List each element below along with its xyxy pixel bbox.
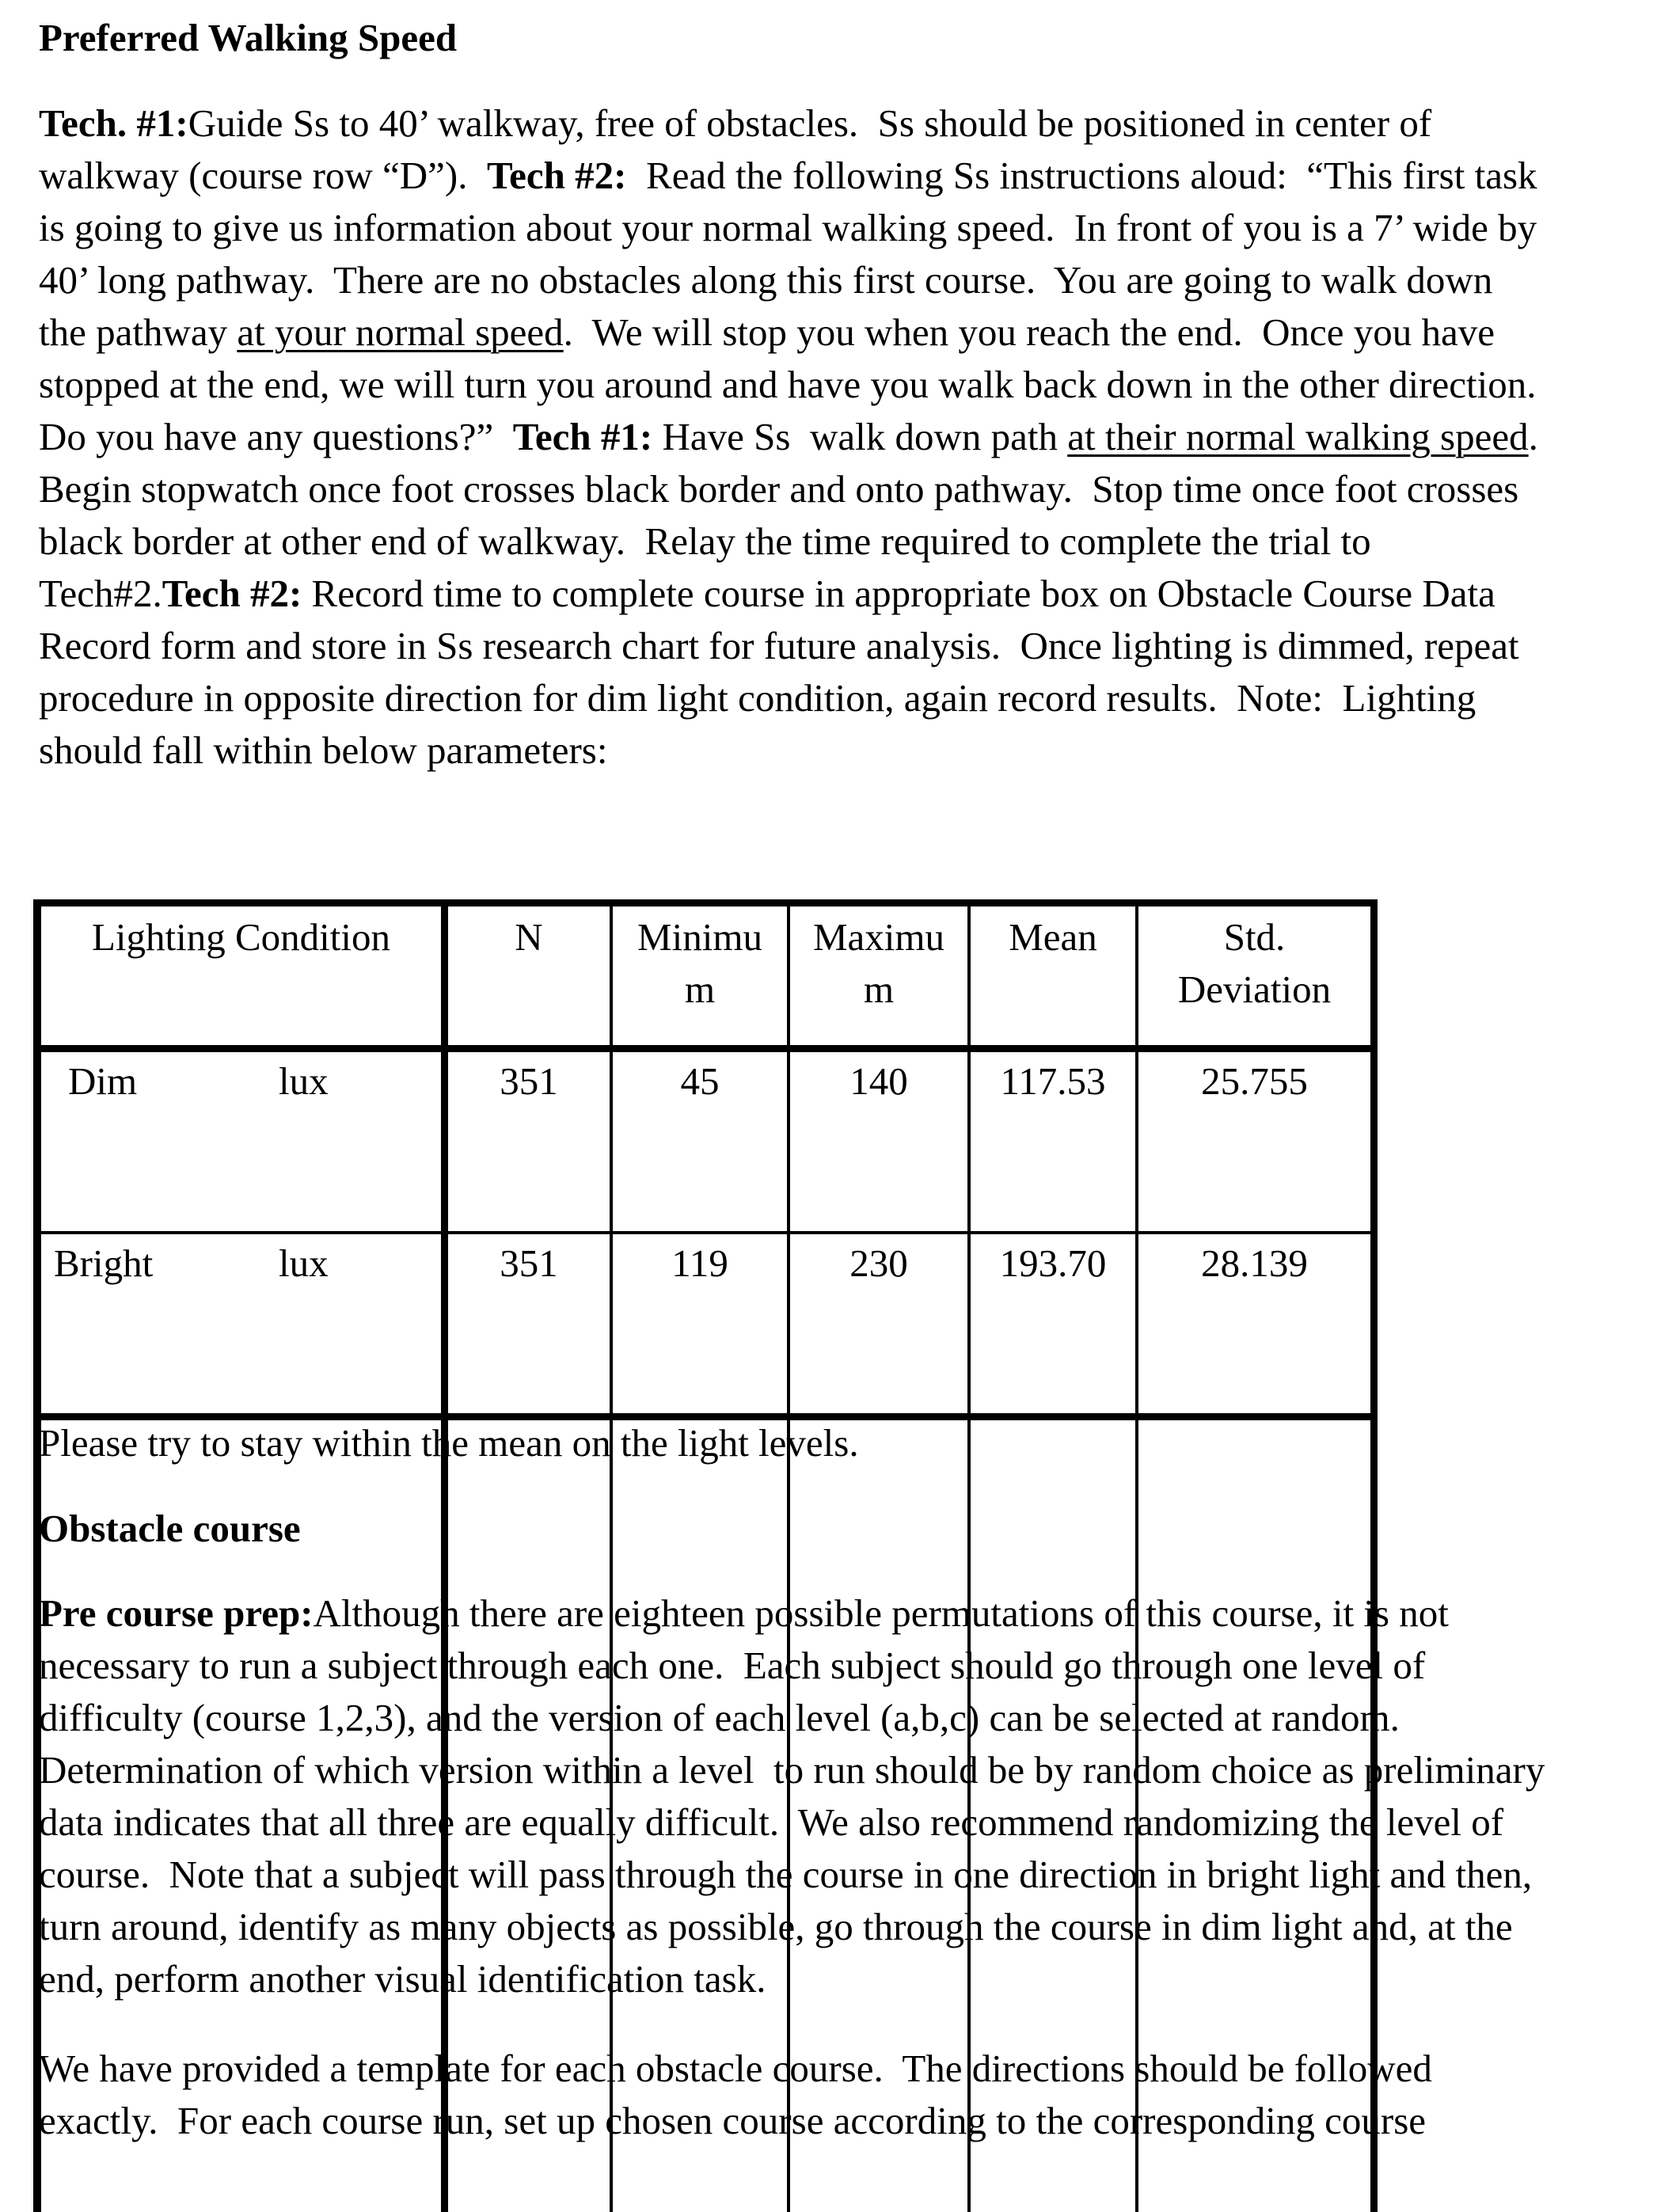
text-run: Determination of which version within a level to run should be by random choice as preliminary [39, 1748, 1545, 1792]
text-run: Record time to complete course in appropriate box on Obstacle Course Data [302, 572, 1495, 615]
underlined-text: at your normal speed [237, 310, 564, 354]
text-line [39, 411, 1538, 463]
text-run: . We will stop you when you reach the end. Once you have [563, 310, 1495, 354]
text-run: We have provided a template for each obstacle course. The directions should be followed [39, 2047, 1432, 2090]
header-minimum-line2: m [684, 967, 716, 1011]
text-line [39, 1849, 1532, 1901]
row-bright-maximum: 230 [849, 1241, 908, 1285]
text-run: procedure in opposite direction for dim light condition, again record results. Note: Lighting [39, 676, 1476, 720]
text-line [39, 1901, 1513, 1953]
text-run: Read the following Ss instructions aloud: “This first task [626, 154, 1537, 197]
text-run: difficulty (course 1,2,3), and the version of each level (a,b,c) can be selected at random. [39, 1696, 1400, 1739]
bold-label: Tech #1: [512, 415, 653, 458]
table-border-top [33, 899, 1378, 906]
text-line [39, 97, 1431, 150]
text-line [39, 254, 1492, 306]
header-maximum-line2: m [863, 967, 895, 1011]
row-dim-n: 351 [500, 1059, 558, 1103]
text-line [39, 1953, 766, 2005]
text-line [39, 306, 1495, 359]
row-dim-condition: Dim [68, 1059, 138, 1103]
bold-label: Tech #2: [487, 154, 627, 197]
text-line [39, 1640, 1425, 1692]
text-run: Begin stopwatch once foot crosses black border and onto pathway. Stop time once foot crosses [39, 467, 1519, 511]
text-run: end, perform another visual identification task. [39, 1957, 766, 2001]
section-heading-obstacle-course: Obstacle course [39, 1507, 301, 1550]
row-dim-minimum: 45 [680, 1059, 720, 1103]
table-border-right [1370, 899, 1378, 2212]
header-mean: Mean [1009, 915, 1097, 959]
text-run: Guide Ss to 40’ walkway, free of obstacles. Ss should be positioned in center of [188, 101, 1432, 145]
header-minimum-line1: Minimu [637, 915, 762, 959]
text-run: walkway (course row “D”). [39, 154, 487, 197]
text-run: course. Note that a subject will pass through the course in one direction in bright light and then, [39, 1853, 1533, 1896]
text-run: Although there are eighteen possible permutations of this course, it is not [313, 1591, 1449, 1635]
row-bright-minimum: 119 [671, 1241, 728, 1285]
text-line [39, 1796, 1503, 1849]
text-run: Tech#2. [39, 572, 162, 615]
text-line [39, 568, 1495, 620]
header-std-line1: Std. [1223, 915, 1286, 959]
text-run: Do you have any questions?” [39, 415, 513, 458]
table-row-divider [33, 1231, 1378, 1234]
table-col-divider [441, 899, 448, 2212]
header-lighting-condition: Lighting Condition [91, 915, 391, 959]
table-border-left [33, 899, 41, 2212]
text-line [39, 724, 608, 777]
text-line [39, 1587, 1449, 1640]
text-line [39, 1744, 1545, 1796]
text-line [39, 1692, 1400, 1744]
text-run: is going to give us information about your normal walking speed. In front of you is a 7’ wide by [39, 206, 1537, 249]
text-run: stopped at the end, we will turn you around and have you walk back down in the other direction. [39, 363, 1537, 406]
row-dim-std-deviation: 25.755 [1201, 1059, 1308, 1103]
page-title: Preferred Walking Speed [39, 16, 458, 59]
text-run: Record form and store in Ss research chart for future analysis. Once lighting is dimmed, repeat [39, 624, 1519, 667]
row-bright-unit: lux [279, 1241, 329, 1285]
bold-label: Pre course prep: [39, 1591, 314, 1635]
text-run: data indicates that all three are equally difficult. We also recommend randomizing the level of [39, 1800, 1504, 1844]
row-dim-unit: lux [279, 1059, 329, 1103]
row-dim-mean: 117.53 [1000, 1059, 1106, 1103]
underlined-text: at their normal walking speed [1067, 415, 1529, 458]
text-line [39, 150, 1537, 202]
bold-label: Tech. #1: [39, 101, 188, 145]
text-line [39, 359, 1536, 411]
text-run: . [1528, 415, 1538, 458]
table-note: Please try to stay within the mean on the light levels. [39, 1421, 859, 1465]
text-line [39, 515, 1371, 568]
header-n: N [515, 915, 543, 959]
table-header-divider [33, 1045, 1378, 1052]
row-bright-n: 351 [500, 1241, 558, 1285]
text-line [39, 620, 1519, 672]
header-maximum-line1: Maximu [812, 915, 945, 959]
text-run: the pathway [39, 310, 238, 354]
text-line [39, 2095, 1426, 2147]
text-run: turn around, identify as many objects as possible, go through the course in dim light and, at the [39, 1905, 1513, 1948]
text-run: black border at other end of walkway. Relay the time required to complete the trial to [39, 519, 1371, 563]
text-line [39, 2043, 1432, 2095]
row-bright-condition: Bright [54, 1241, 154, 1285]
bold-label: Tech #2: [162, 572, 302, 615]
text-run: 40’ long pathway. There are no obstacles along this first course. You are going to walk down [39, 258, 1493, 302]
row-bright-mean: 193.70 [999, 1241, 1107, 1285]
text-run: necessary to run a subject through each one. Each subject should go through one level of [39, 1644, 1426, 1687]
text-line [39, 202, 1537, 254]
text-line [39, 672, 1476, 724]
text-run: exactly. For each course run, set up chosen course according to the corresponding course [39, 2099, 1427, 2142]
text-line [39, 463, 1518, 515]
text-run: should fall within below parameters: [39, 728, 608, 772]
header-std-line2: Deviation [1177, 967, 1332, 1011]
row-bright-std-deviation: 28.139 [1201, 1241, 1308, 1285]
row-dim-maximum: 140 [849, 1059, 908, 1103]
text-run: Have Ss walk down path [652, 415, 1068, 458]
